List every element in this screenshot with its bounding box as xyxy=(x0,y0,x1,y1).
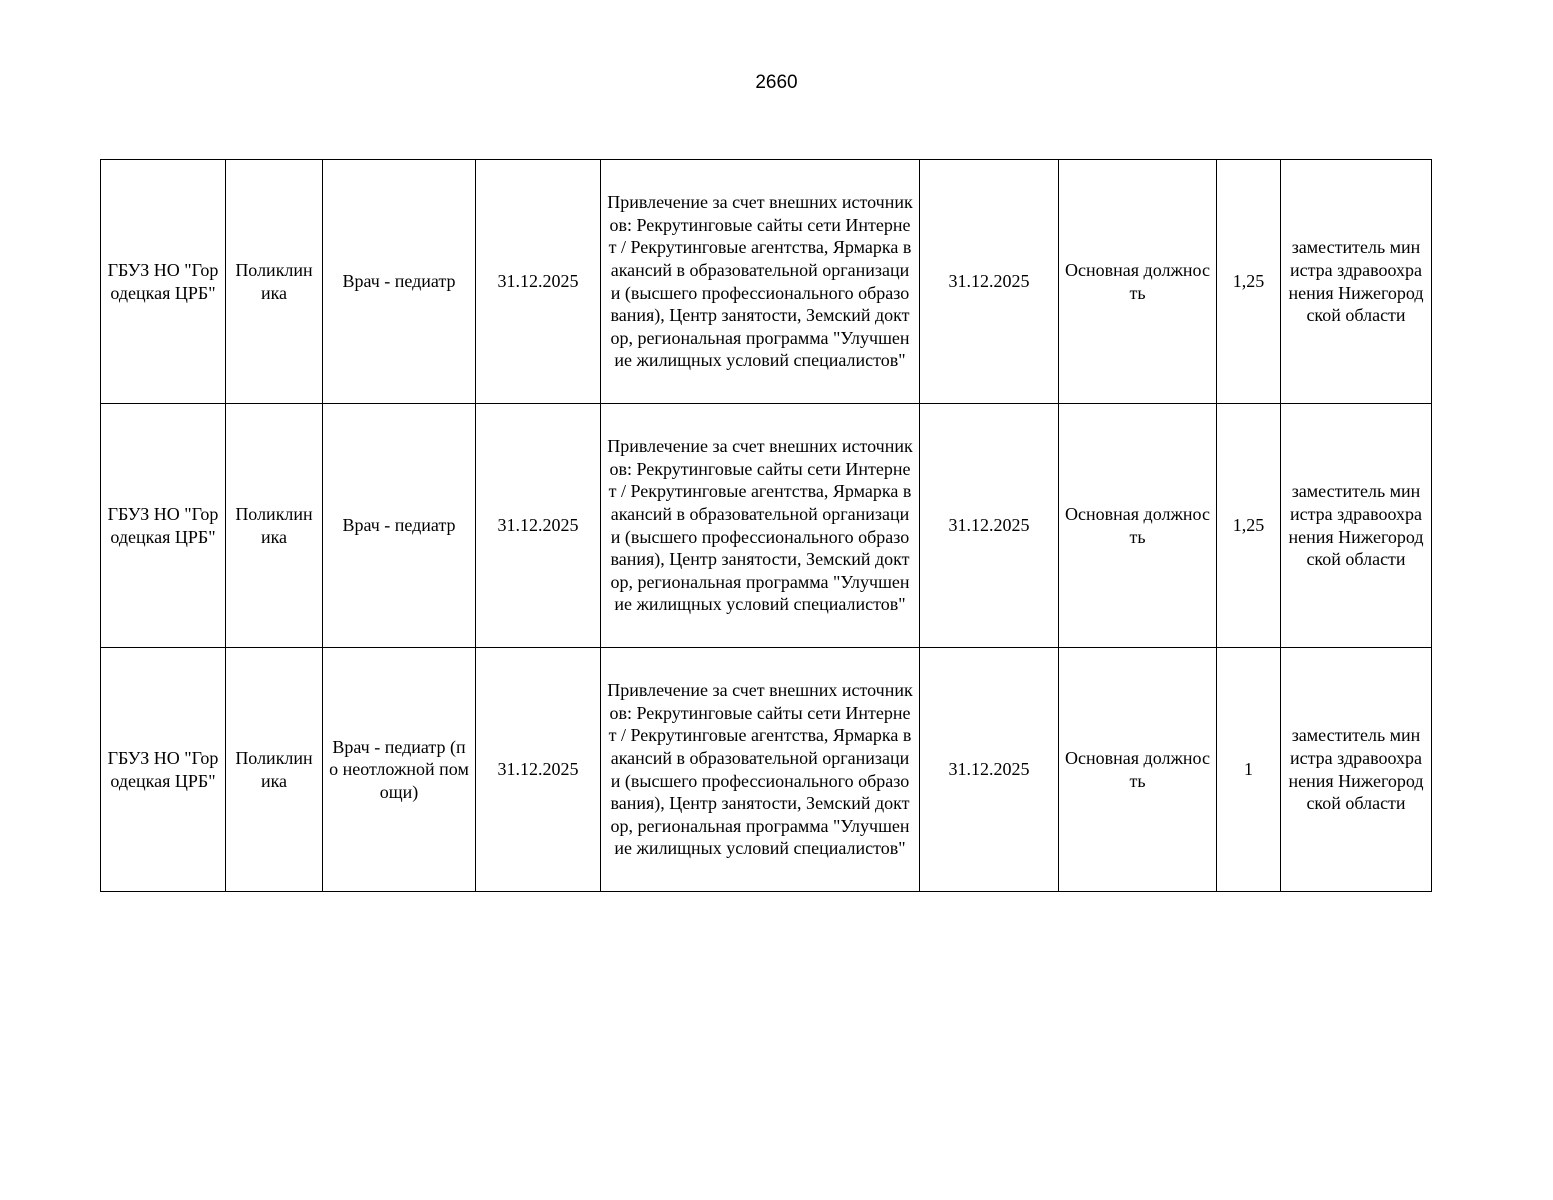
position-cell: Врач - педиатр xyxy=(323,404,476,648)
method-cell: Привлечение за счет внешних источников: Рекрутинговые сайты сети Интернет / Рекрутинговые агентства, Ярмарка вакансий в образовательной организации (высшего профессионального образования), Центр занятости, Земский доктор, региональная программа "Улучшение жилищных условий специалистов" xyxy=(601,648,920,892)
date-cell: 31.12.2025 xyxy=(476,648,601,892)
table-row xyxy=(101,404,1432,648)
employment-type-cell: Основная должность xyxy=(1059,404,1217,648)
vacancy-table xyxy=(100,159,1432,892)
date-cell: 31.12.2025 xyxy=(476,404,601,648)
department-cell: Поликлиника xyxy=(226,648,323,892)
rate-cell: 1,25 xyxy=(1217,404,1281,648)
responsible-cell: заместитель министра здравоохранения Нижегородской области xyxy=(1281,404,1432,648)
responsible-cell: заместитель министра здравоохранения Нижегородской области xyxy=(1281,160,1432,404)
organization-cell: ГБУЗ НО "Городецкая ЦРБ" xyxy=(101,648,226,892)
organization-cell: ГБУЗ НО "Городецкая ЦРБ" xyxy=(101,160,226,404)
department-cell: Поликлиника xyxy=(226,404,323,648)
responsible-cell: заместитель министра здравоохранения Нижегородской области xyxy=(1281,648,1432,892)
method-cell: Привлечение за счет внешних источников: Рекрутинговые сайты сети Интернет / Рекрутинговые агентства, Ярмарка вакансий в образовательной организации (высшего профессионального образования), Центр занятости, Земский доктор, региональная программа "Улучшение жилищных условий специалистов" xyxy=(601,160,920,404)
deadline-cell: 31.12.2025 xyxy=(920,648,1059,892)
employment-type-cell: Основная должность xyxy=(1059,648,1217,892)
deadline-cell: 31.12.2025 xyxy=(920,404,1059,648)
rate-cell: 1,25 xyxy=(1217,160,1281,404)
organization-cell: ГБУЗ НО "Городецкая ЦРБ" xyxy=(101,404,226,648)
position-cell: Врач - педиатр (по неотложной помощи) xyxy=(323,648,476,892)
deadline-cell: 31.12.2025 xyxy=(920,160,1059,404)
rate-cell: 1 xyxy=(1217,648,1281,892)
position-cell: Врач - педиатр xyxy=(323,160,476,404)
method-cell: Привлечение за счет внешних источников: Рекрутинговые сайты сети Интернет / Рекрутинговые агентства, Ярмарка вакансий в образовательной организации (высшего профессионального образования), Центр занятости, Земский доктор, региональная программа "Улучшение жилищных условий специалистов" xyxy=(601,404,920,648)
table-row xyxy=(101,160,1432,404)
table-row xyxy=(101,648,1432,892)
employment-type-cell: Основная должность xyxy=(1059,160,1217,404)
department-cell: Поликлиника xyxy=(226,160,323,404)
date-cell: 31.12.2025 xyxy=(476,160,601,404)
page-number: 2660 xyxy=(755,72,798,93)
